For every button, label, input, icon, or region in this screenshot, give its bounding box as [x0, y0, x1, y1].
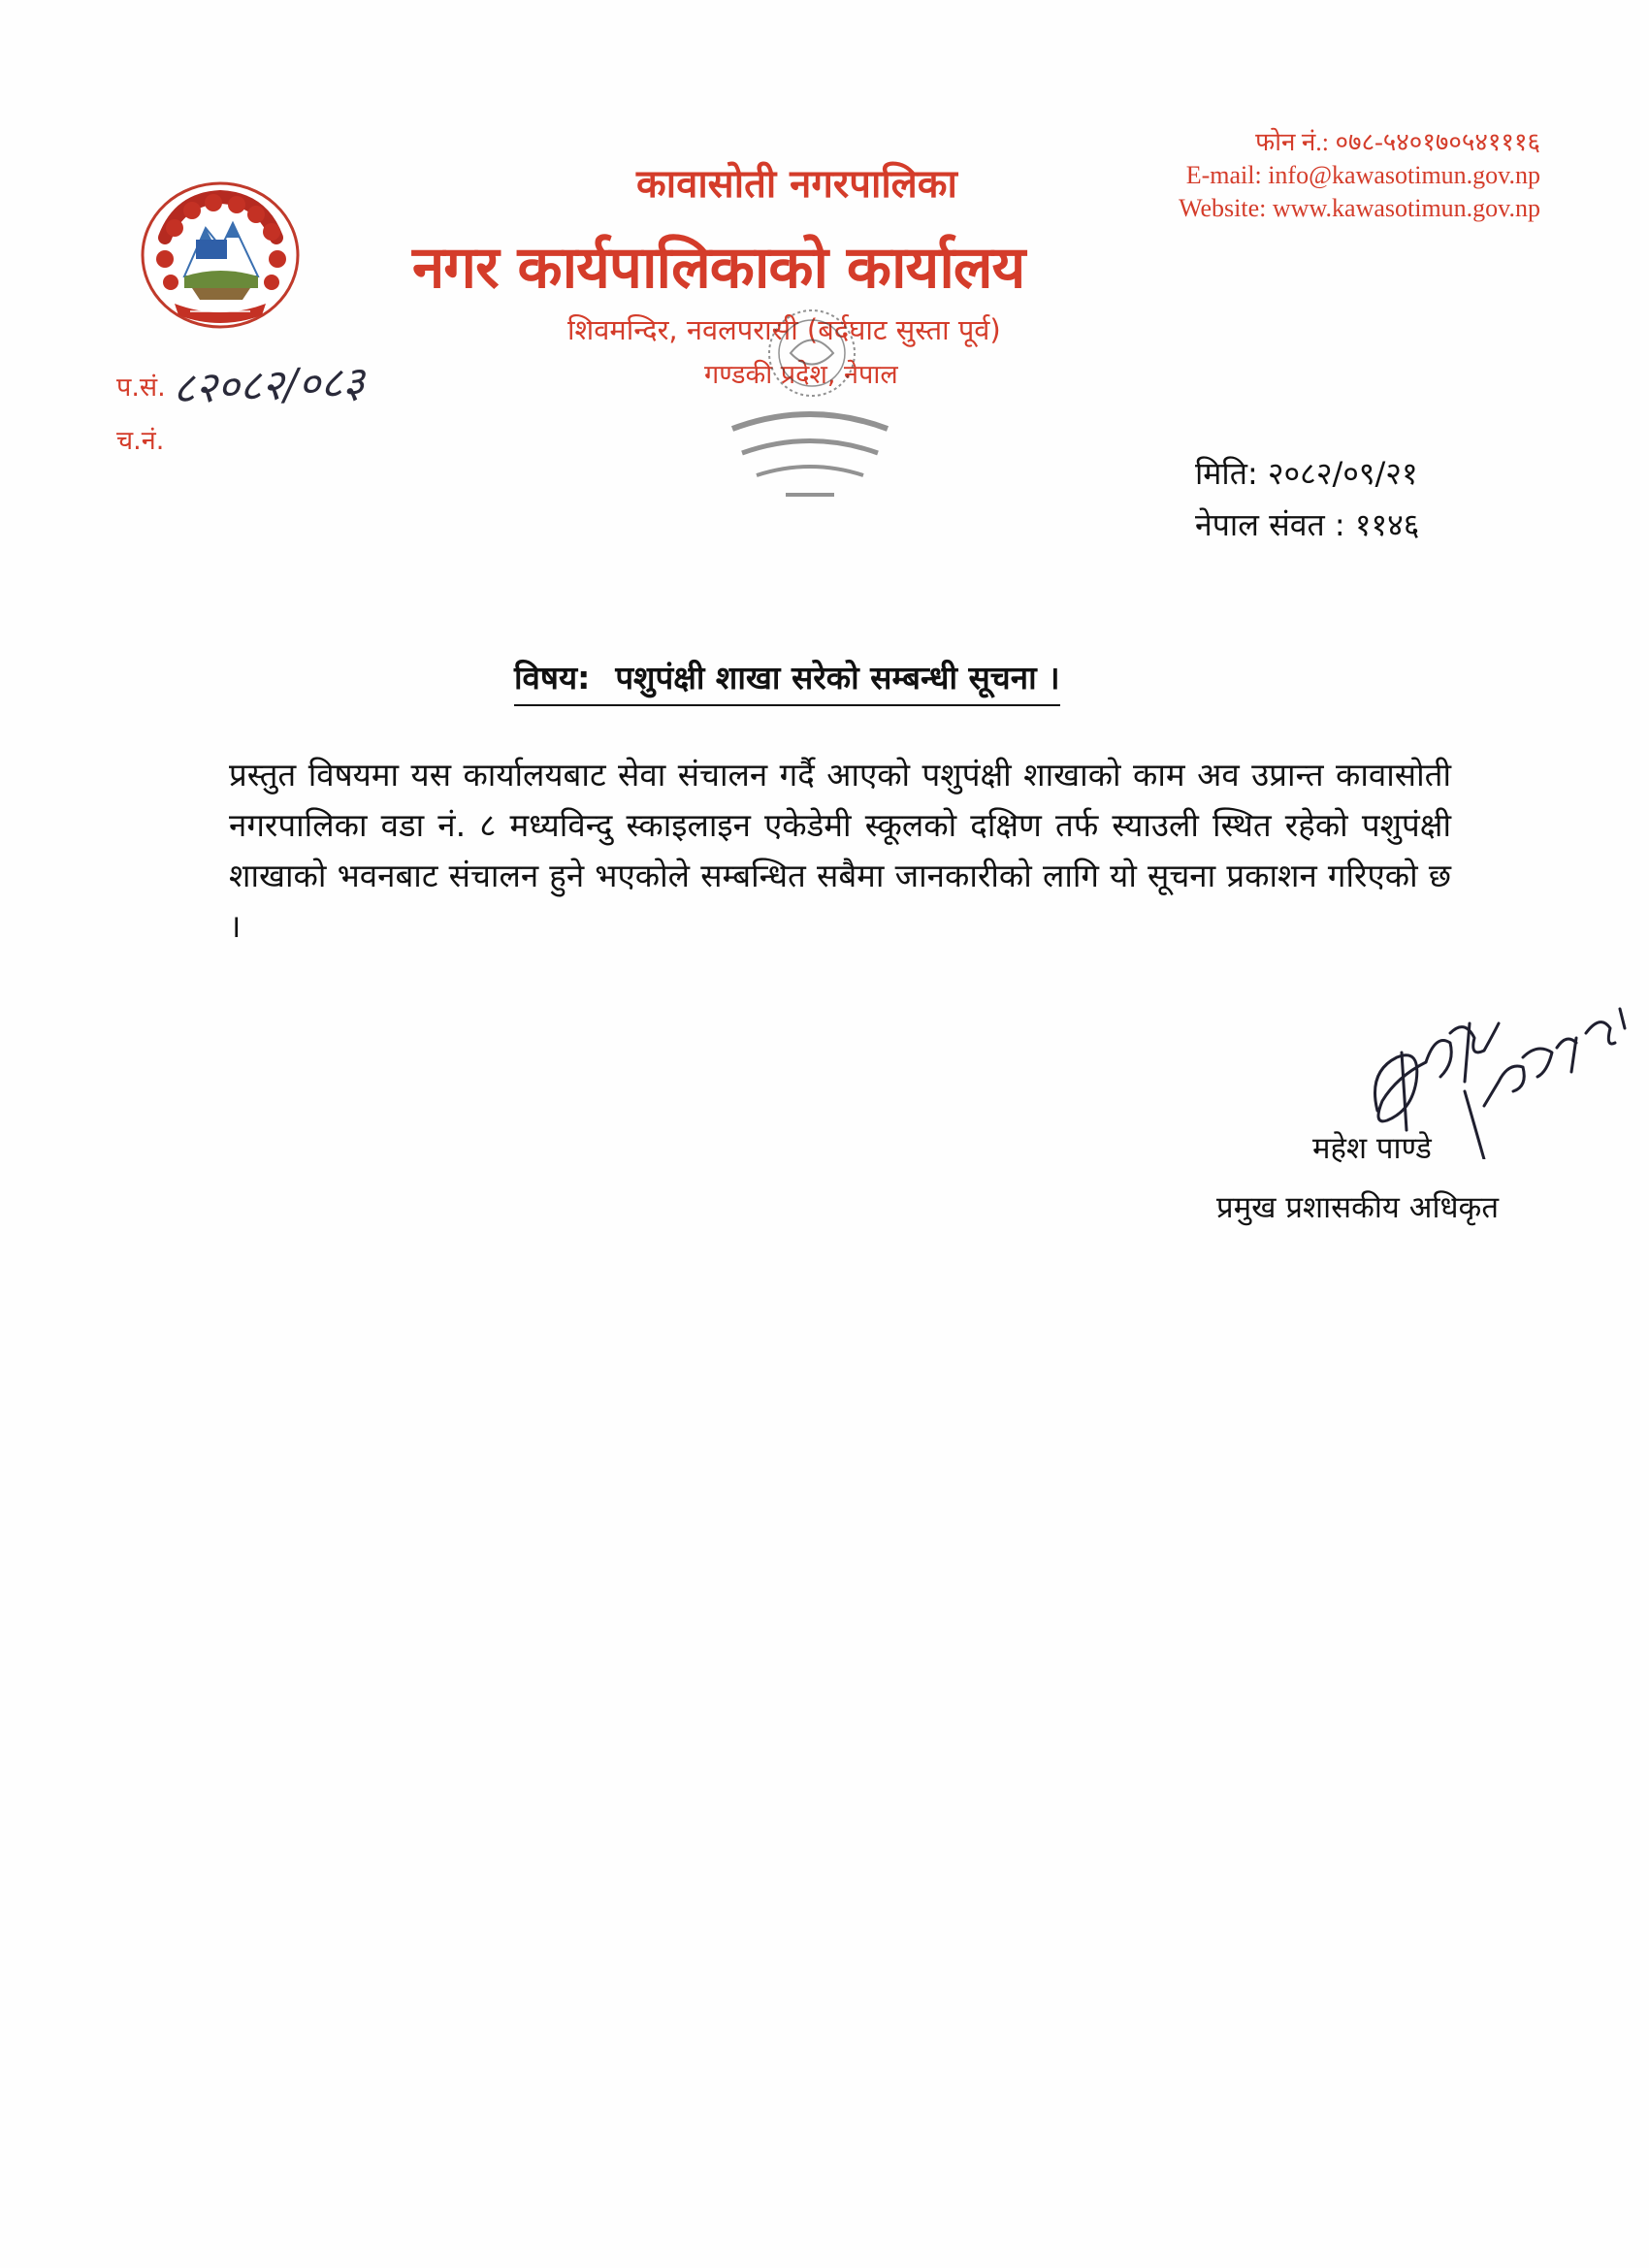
org-name: कावासोती नगरपालिका — [636, 162, 957, 207]
website-address: Website: www.kawasotimun.gov.np — [1179, 194, 1540, 222]
signatory-title: प्रमुख प्रशासकीय अधिकृत — [1216, 1190, 1500, 1225]
reference-labels — [116, 361, 166, 468]
subject-line — [514, 655, 1060, 706]
contact-block — [1179, 126, 1540, 225]
office-title: नगर कार्यपालिकाको कार्यालय — [412, 234, 1025, 302]
office-address: शिवमन्दिर, नवलपरासी (बर्दघाट सुस्ता पूर्व) — [567, 313, 1001, 346]
subject-text: पशुपंक्षी शाखा सरेको सम्बन्धी सूचना । — [615, 659, 1060, 697]
cn-label: च.नं. — [116, 426, 165, 456]
signatory-name: महेश पाण्डे — [1312, 1131, 1432, 1166]
office-province: गण्डकी प्रदेश, नेपाल — [704, 360, 898, 390]
ps-label: प.सं. — [116, 373, 166, 403]
office-stamp-seal — [703, 283, 917, 506]
subject-label: विषय: — [514, 659, 591, 697]
email-address: E-mail: info@kawasotimun.gov.np — [1185, 161, 1540, 189]
nepal-samvat-year: नेपाल संवत : ११४६ — [1195, 506, 1420, 543]
miti-date: मिति: २०८२/०९/२१ — [1195, 455, 1418, 492]
body-paragraph: प्रस्तुत विषयमा यस कार्यालयबाट सेवा संचालन गर्दै आएको पशुपंक्षी शाखाको काम अव उप्रान्त कावासोती नगरपालिका वडा नं. ८ मध्यविन्दु स्काइलाइन एकेडेमी स्कूलको दक्षिण तर्फ स्याउली स्थित रहेको पशुपंक्षी शाखाको भवनबाट संचालन हुने भएकोले सम्बन्धित सबैमा जानकारीको लागि यो सूचना प्रकाशन गरिएको छ । — [229, 756, 1451, 945]
nepal-emblem-logo — [136, 179, 306, 335]
phone-number: फोन नं.: ०७८-५४०१७०५४१११६ — [1255, 128, 1540, 156]
ps-handwritten-value: ८२०८२/०८३ — [172, 357, 366, 414]
date-block — [1195, 448, 1419, 551]
